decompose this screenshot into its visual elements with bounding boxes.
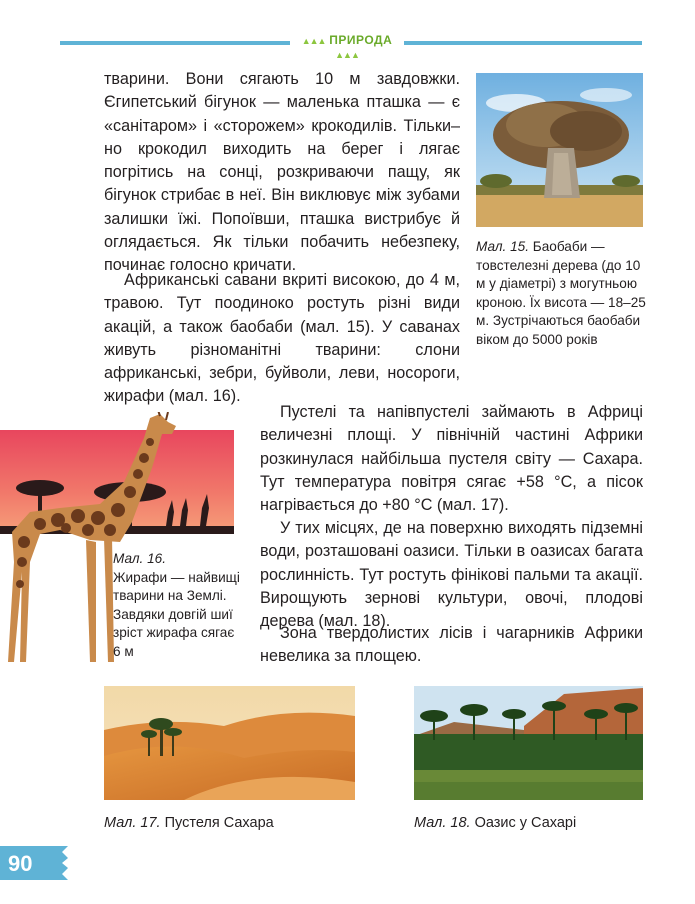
paragraph-savanna: Африканські савани вкриті високою, до 4 м, травою. Тут поодиноко ростуть різні види акацій, а також баобаби (мал. 15). У саванах живуть різноманітні тварини: слони африканські, зебри, буйволи, леви, носороги, жирафи (мал. 16). (104, 271, 460, 406)
caption-fig18-text: Оазис у Сахарі (470, 815, 577, 831)
page-number-tab-edge (56, 846, 70, 880)
header-rule-right (404, 41, 642, 45)
leaf-ornament-right-icon: ▲▲▲ (335, 50, 359, 60)
baobab-photo (476, 73, 643, 227)
leaf-ornament-left-icon: ▲▲▲ (301, 36, 326, 46)
caption-fig18-label: Мал. 18. (414, 815, 471, 831)
caption-fig17-text: Пустеля Сахара (160, 815, 274, 831)
caption-fig17-label: Мал. 17. (104, 815, 161, 831)
section-header (290, 33, 404, 61)
caption-fig18 (414, 814, 643, 833)
paragraph-crocodile: тварини. Вони сягають 10 м завдовжки. Єгипетський бігунок — маленька пташка — є «санітаром» і «сторожем» крокодилів. Тільки–но крокодил виходить на берег і лягає погрітись на сонці, розкриваючи пащу, як бігунок стрибає в неї. Він виклювує між зубами залишки їжі. Попоївши, пташка вистрибує й оглядається. Як тільки побачить небезпеку, починає голосно кричати. (104, 70, 460, 275)
header-rule-left (60, 41, 290, 45)
caption-fig17 (104, 814, 344, 833)
sahara-photo (104, 686, 355, 800)
caption-fig16-label: Мал. 16. (113, 551, 167, 566)
paragraph-deserts: Пустелі та напівпустелі займають в Африці величезні площі. У північній частині Африки розкинулася найбільша пустеля світу — Сахара. Тут температура повітря сягає +58 °С, а пісок нагрівається до +80 °С (мал. 17). (260, 403, 643, 515)
page-number: 90 (8, 851, 33, 876)
paragraph-sclerophyll: Зона твердолистих лісів і чагарників Африки невелика за площею. (260, 624, 643, 666)
caption-fig16 (113, 550, 241, 662)
section-title: ПРИРОДА (329, 33, 393, 47)
paragraph-oases: У тих місцях, де на поверхню виходять підземні води, розташовані оазиси. Тільки в оазисах багата рослинність. Тут ростуть фінікові пальми та акації. Вирощують зернові культури, овочі, плодові дерева (мал. 18). (260, 519, 643, 631)
oasis-photo (414, 686, 643, 800)
caption-fig15-text: Баобаби — товстелезні дерева (до 10 м у діаметрі) з могутньою кроною. Їх висота — 18–25 м. Зустрічаються баобаби віком до 5000 років (476, 239, 646, 347)
caption-fig15-label: Мал. 15. (476, 239, 530, 254)
caption-fig16-text: Жирафи — найвищі тварини на Землі. Завдяки довгій шиї зріст жирафа сягає 6 м (113, 569, 240, 659)
caption-fig15 (476, 238, 646, 350)
